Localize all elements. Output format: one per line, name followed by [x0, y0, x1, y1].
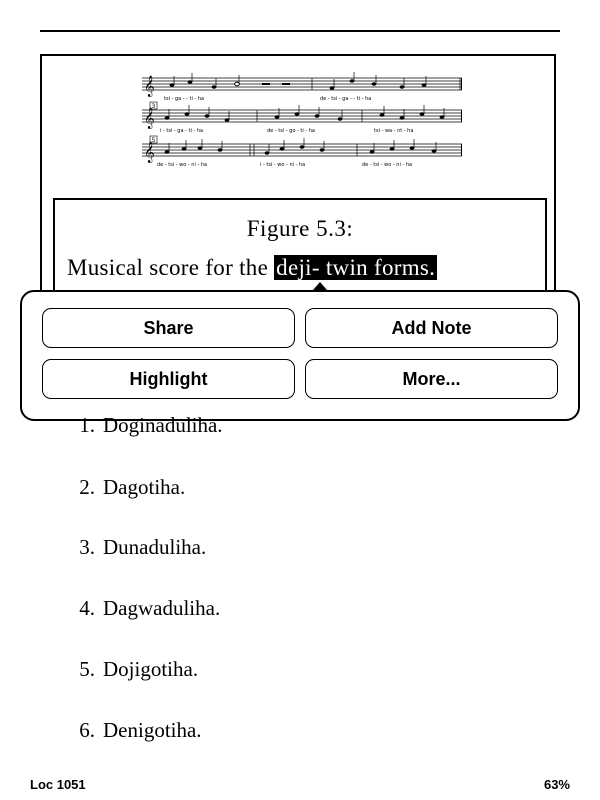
popup-pointer-arrow — [313, 282, 327, 290]
progress-percent: 63% — [543, 777, 570, 792]
score-lyric: i - tsi - wo - ni - ha — [260, 162, 306, 168]
score-lyric: tsi - ga - - ti - ha — [164, 96, 205, 102]
svg-text:𝄞: 𝄞 — [144, 108, 155, 129]
caption-text: Musical score for the — [67, 255, 275, 280]
score-lyric: i - tsi - ga - ti - ha — [160, 128, 204, 134]
list-item-number: 3. — [79, 535, 95, 559]
list-item-text: Dagwaduliha. — [103, 596, 221, 620]
musical-score-image — [142, 64, 462, 174]
highlight-button[interactable]: Highlight — [42, 359, 295, 399]
list-item-text: Doginaduliha. — [103, 413, 223, 437]
add-note-button[interactable]: Add Note — [305, 308, 558, 348]
score-lyric: tsi - wa - nt - ha — [374, 128, 414, 134]
score-lyric: de - tsi - go - ti - ha — [267, 128, 315, 134]
list-item-text: Denigotiha. — [103, 718, 202, 742]
list-item-number: 4. — [79, 596, 95, 620]
score-lyric: de - tsi - ga - - ti - ha — [320, 96, 372, 102]
measure-number: 3 — [151, 103, 156, 110]
list-item-text: Dojigotiha. — [103, 657, 199, 681]
list-item-number: 2. — [79, 475, 95, 499]
list-item-number: 1. — [79, 413, 95, 437]
score-lyric: de - tsi - wo - ni - ha — [362, 162, 413, 168]
share-button[interactable]: Share — [42, 308, 295, 348]
selected-text-highlight[interactable]: deji- twin forms. — [276, 255, 436, 280]
score-lyric: de - tsi - wo - ni - ha — [157, 162, 208, 168]
location-indicator: Loc 1051 — [30, 777, 86, 792]
figure-title: Figure 5.3: — [246, 216, 354, 241]
figure-caption-box — [53, 198, 547, 298]
measure-number: 5 — [151, 137, 156, 144]
figure-caption[interactable] — [67, 255, 437, 281]
top-divider — [40, 30, 560, 32]
svg-text:𝄞: 𝄞 — [144, 142, 155, 163]
more-button[interactable]: More... — [305, 359, 558, 399]
list-item-number: 6. — [79, 718, 95, 742]
list-item-text: Dagotiha. — [103, 475, 186, 499]
selection-popup-menu — [20, 290, 580, 421]
svg-text:𝄞: 𝄞 — [144, 76, 155, 97]
list-item-text: Dunaduliha. — [103, 535, 207, 559]
list-item-number: 5. — [79, 657, 95, 681]
